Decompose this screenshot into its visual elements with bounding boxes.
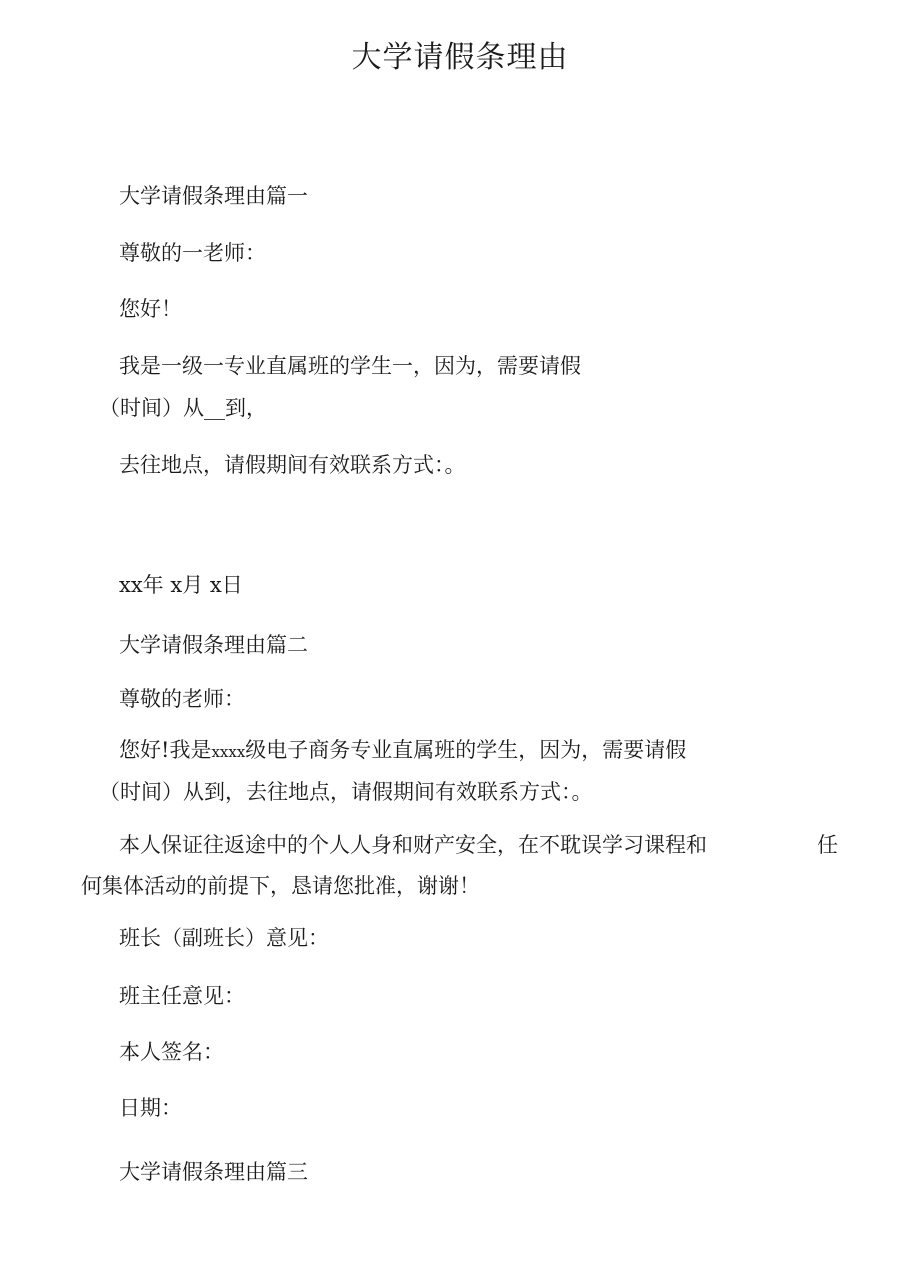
body-2-line-1-c: 级电子商务专业直属班的学生，因为，需要请假: [245, 738, 687, 762]
document-title: 大学请假条理由: [351, 40, 569, 75]
hello-1: 您好！: [119, 297, 182, 321]
body-1-line-1: 我是一级一专业直属班的学生一，因为，需要请假: [119, 354, 581, 378]
monitor-opinion: 班长（副班长）意见：: [119, 926, 329, 950]
date-2: 日期：: [119, 1096, 182, 1120]
greeting-1: 尊敬的一老师：: [119, 241, 266, 265]
section-heading-3: 大学请假条理由篇三: [119, 1160, 308, 1184]
promise-line-1-end: 任: [817, 833, 838, 857]
greeting-2: 尊敬的老师：: [119, 687, 245, 711]
head-teacher-opinion: 班主任意见：: [119, 984, 245, 1008]
promise-line-2: 何集体活动的前提下，恳请您批准，谢谢！: [81, 874, 480, 898]
body-2-line-1-b: xxxx: [211, 743, 246, 761]
body-2-line-1: [119, 734, 686, 768]
section-heading-2: 大学请假条理由篇二: [119, 633, 308, 657]
signature-line: 本人签名：: [119, 1040, 224, 1064]
body-2-line-1-a: 您好!我是: [119, 738, 212, 762]
body-1-line-2: （时间）从__到，: [99, 396, 267, 420]
body-2-line-2: （时间）从到，去往地点，请假期间有效联系方式：。: [99, 780, 593, 804]
promise-line-1: 本人保证往返途中的个人人身和财产安全，在不耽误学习课程和: [119, 833, 707, 857]
section-heading-1: 大学请假条理由篇一: [119, 184, 308, 208]
body-1-line-3: 去往地点，请假期间有效联系方式：。: [119, 453, 466, 477]
date-1: xx年 x月 x日: [119, 573, 243, 597]
